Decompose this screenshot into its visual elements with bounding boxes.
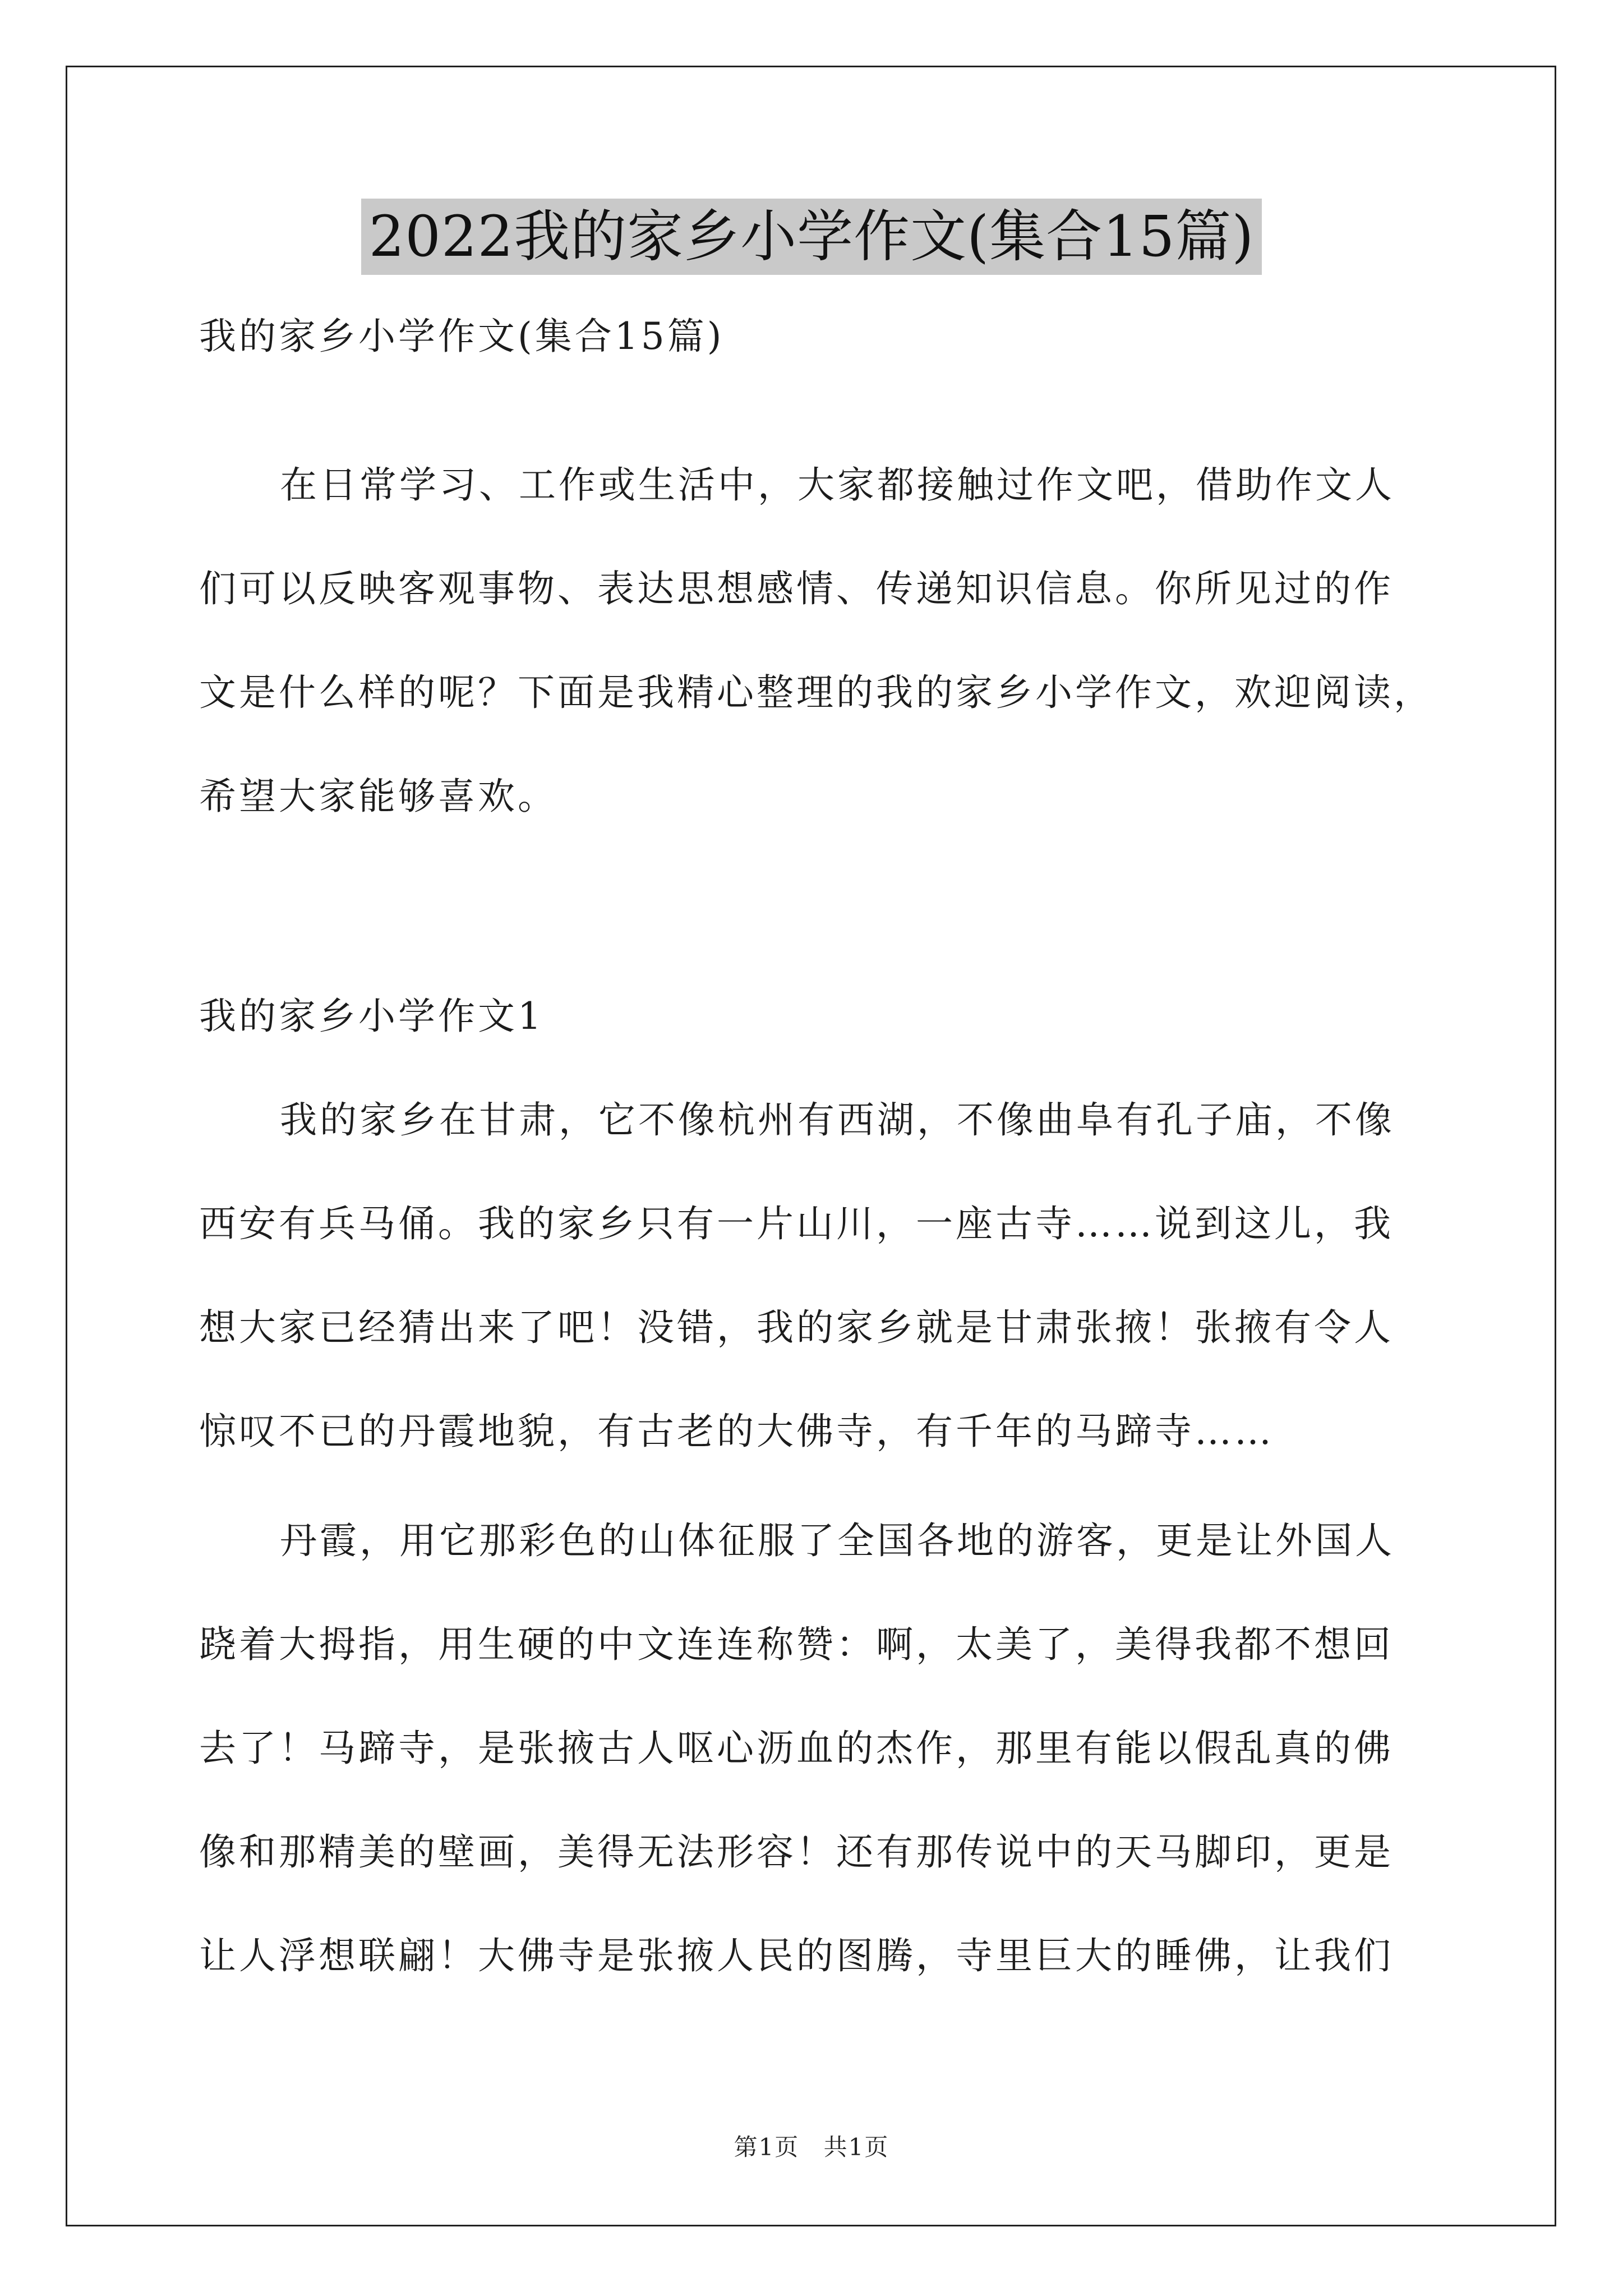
page-border [66,66,1556,2226]
paragraph-line: 丹霞，用它那彩色的山体征服了全国各地的游客，更是让外国人 [280,1519,1395,1562]
document-title: 2022我的家乡小学作文(集合15篇) [361,199,1262,275]
section-heading: 我的家乡小学作文1 [199,995,544,1038]
paragraph-line: 想大家已经猜出来了吧！没错，我的家乡就是甘肃张掖！张掖有令人 [199,1306,1394,1349]
paragraph-line: 让人浮想联翩！大佛寺是张掖人民的图腾，寺里巨大的睡佛，让我们 [199,1934,1394,1977]
paragraph-line: 我的家乡在甘肃，它不像杭州有西湖，不像曲阜有孔子庙，不像 [280,1098,1395,1142]
intro-line: 在日常学习、工作或生活中，大家都接触过作文吧，借助作文人 [280,463,1395,507]
paragraph-line: 去了！马蹄寺，是张掖古人呕心沥血的杰作，那里有能以假乱真的佛 [199,1727,1394,1770]
intro-line: 文是什么样的呢？下面是我精心整理的我的家乡小学作文，欢迎阅读， [199,671,1433,714]
paragraph-line: 西安有兵马俑。我的家乡只有一片山川，一座古寺……说到这儿，我 [199,1202,1394,1245]
paragraph-line: 惊叹不已的丹霞地貌，有古老的大佛寺，有千年的马蹄寺…… [199,1410,1274,1453]
title-container [0,199,1623,275]
intro-line: 们可以反映客观事物、表达思想感情、传递知识信息。你所见过的作 [199,567,1394,610]
subtitle: 我的家乡小学作文(集合15篇) [199,315,725,358]
page-number-total: 共1页 [823,2133,889,2161]
page-number-current: 第1页 [734,2133,800,2161]
page-footer [0,2129,1623,2162]
paragraph-line: 像和那精美的壁画，美得无法形容！还有那传说中的天马脚印，更是 [199,1830,1394,1874]
paragraph-line: 跷着大拇指，用生硬的中文连连称赞：啊，太美了，美得我都不想回 [199,1623,1394,1666]
intro-line: 希望大家能够喜欢。 [199,775,557,818]
